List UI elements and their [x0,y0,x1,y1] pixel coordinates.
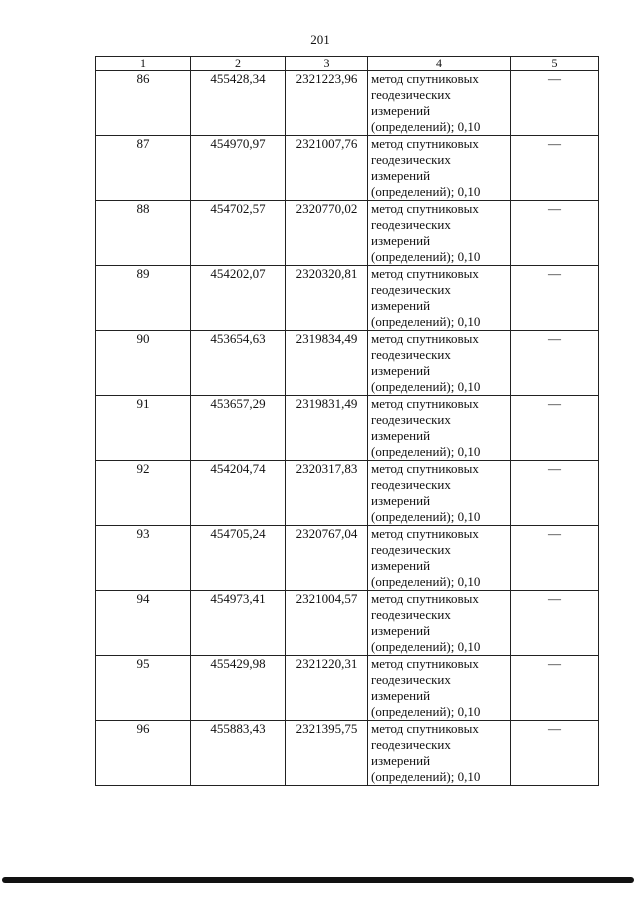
point-number-cell: 88 [96,201,191,266]
point-number-cell: 95 [96,656,191,721]
method-text-line: геодезических [371,152,451,167]
dash-cell: — [511,656,599,721]
method-text-line: геодезических [371,607,451,622]
method-text-line: метод спутниковых [371,136,479,151]
method-text-line: геодезических [371,542,451,557]
method-text-line: метод спутниковых [371,396,479,411]
dash-cell: — [511,461,599,526]
method-cell [368,591,511,656]
method-cell [368,266,511,331]
table-row [96,721,599,786]
point-number-cell: 86 [96,71,191,136]
column-header-1: 1 [96,57,191,71]
method-text-line: метод спутниковых [371,71,479,86]
dash-cell: — [511,396,599,461]
method-text-line: метод спутниковых [371,656,479,671]
y-coordinate-cell: 2320320,81 [286,266,368,331]
method-text-line: измерений [371,103,431,118]
method-text-line: (определений); 0,10 [371,639,481,654]
x-coordinate-cell: 454970,97 [191,136,286,201]
method-text-line: геодезических [371,672,451,687]
method-text-line: метод спутниковых [371,201,479,216]
table-row [96,591,599,656]
y-coordinate-cell: 2319831,49 [286,396,368,461]
column-header-3: 3 [286,57,368,71]
method-text-line: (определений); 0,10 [371,314,481,329]
method-text-line: метод спутниковых [371,526,479,541]
x-coordinate-cell: 454702,57 [191,201,286,266]
method-text-line: (определений); 0,10 [371,379,481,394]
method-text-line: измерений [371,428,431,443]
point-number-cell: 93 [96,526,191,591]
table-row [96,266,599,331]
dash-cell: — [511,591,599,656]
table-row [96,526,599,591]
method-text-line: (определений); 0,10 [371,769,481,784]
y-coordinate-cell: 2320317,83 [286,461,368,526]
method-text-line: метод спутниковых [371,591,479,606]
y-coordinate-cell: 2321395,75 [286,721,368,786]
x-coordinate-cell: 455883,43 [191,721,286,786]
method-cell [368,526,511,591]
x-coordinate-cell: 455428,34 [191,71,286,136]
method-text-line: измерений [371,493,431,508]
point-number-cell: 94 [96,591,191,656]
column-header-5: 5 [511,57,599,71]
table-row [96,136,599,201]
method-text-line: измерений [371,558,431,573]
x-coordinate-cell: 454202,07 [191,266,286,331]
x-coordinate-cell: 453654,63 [191,331,286,396]
table-row [96,331,599,396]
y-coordinate-cell: 2321004,57 [286,591,368,656]
method-text-line: геодезических [371,412,451,427]
method-text-line: (определений); 0,10 [371,444,481,459]
y-coordinate-cell: 2321220,31 [286,656,368,721]
column-header-2: 2 [191,57,286,71]
x-coordinate-cell: 454973,41 [191,591,286,656]
method-text-line: измерений [371,363,431,378]
column-header-4: 4 [368,57,511,71]
method-text-line: (определений); 0,10 [371,574,481,589]
method-text-line: метод спутниковых [371,331,479,346]
point-number-cell: 89 [96,266,191,331]
method-text-line: геодезических [371,477,451,492]
method-cell [368,721,511,786]
dash-cell: — [511,71,599,136]
x-coordinate-cell: 454204,74 [191,461,286,526]
method-text-line: измерений [371,168,431,183]
dash-cell: — [511,331,599,396]
method-cell [368,71,511,136]
method-text-line: измерений [371,298,431,313]
x-coordinate-cell: 453657,29 [191,396,286,461]
y-coordinate-cell: 2321007,76 [286,136,368,201]
method-text-line: (определений); 0,10 [371,119,481,134]
method-text-line: измерений [371,623,431,638]
point-number-cell: 96 [96,721,191,786]
method-cell [368,461,511,526]
method-cell [368,331,511,396]
table-row [96,461,599,526]
point-number-cell: 87 [96,136,191,201]
dash-cell: — [511,721,599,786]
method-text-line: геодезических [371,282,451,297]
dash-cell: — [511,201,599,266]
page-number: 201 [310,32,330,47]
x-coordinate-cell: 454705,24 [191,526,286,591]
y-coordinate-cell: 2319834,49 [286,331,368,396]
point-number-cell: 92 [96,461,191,526]
method-text-line: метод спутниковых [371,461,479,476]
method-text-line: геодезических [371,347,451,362]
table-body [96,71,599,786]
method-text-line: метод спутниковых [371,721,479,736]
method-text-line: (определений); 0,10 [371,249,481,264]
point-number-cell: 90 [96,331,191,396]
method-cell [368,656,511,721]
header-row [96,57,599,71]
dash-cell: — [511,266,599,331]
y-coordinate-cell: 2321223,96 [286,71,368,136]
method-text-line: измерений [371,233,431,248]
dash-cell: — [511,526,599,591]
method-text-line: измерений [371,688,431,703]
y-coordinate-cell: 2320770,02 [286,201,368,266]
coordinates-table [95,56,599,786]
table-row [96,656,599,721]
table-row [96,396,599,461]
table-row [96,201,599,266]
method-text-line: геодезических [371,737,451,752]
method-cell [368,136,511,201]
table-row [96,71,599,136]
point-number-cell: 91 [96,396,191,461]
footer-rule [2,877,634,883]
method-text-line: метод спутниковых [371,266,479,281]
method-text-line: геодезических [371,87,451,102]
method-text-line: (определений); 0,10 [371,704,481,719]
method-text-line: (определений); 0,10 [371,509,481,524]
x-coordinate-cell: 455429,98 [191,656,286,721]
method-text-line: (определений); 0,10 [371,184,481,199]
method-cell [368,201,511,266]
method-text-line: геодезических [371,217,451,232]
method-text-line: измерений [371,753,431,768]
y-coordinate-cell: 2320767,04 [286,526,368,591]
method-cell [368,396,511,461]
dash-cell: — [511,136,599,201]
